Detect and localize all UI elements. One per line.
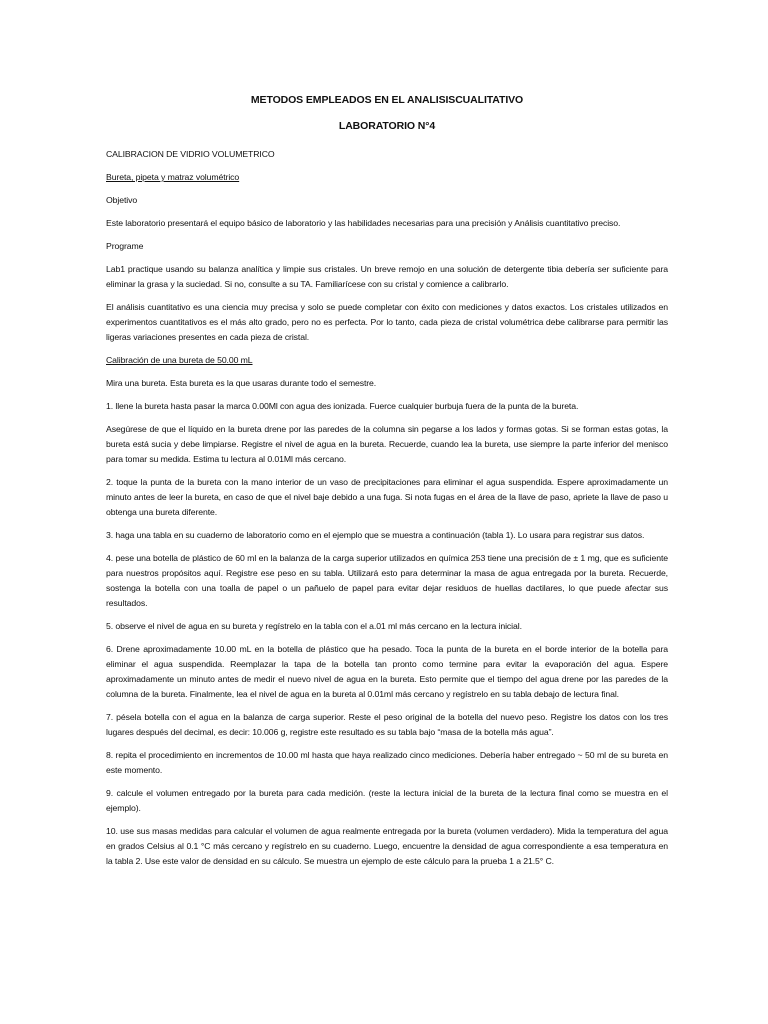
document-subtitle: LABORATORIO N°4: [338, 120, 436, 132]
step-1: 1. llene la bureta hasta pasar la marca 0.00Ml con agua des ionizada. Fuerce cualquier burbuja fuera de la punta de la bureta.: [106, 401, 579, 411]
subsection-heading: Bureta, pipeta y matraz volumétrico: [106, 172, 240, 182]
step-6: 6. Drene aproximadamente 10.00 mL en la botella de plástico que ha pesado. Toca la punta de la bureta en el borde interior de la botella para eliminar el agua suspendida. Reemplazar la tapa de la botella tan pronto como termine para evitar la evaporación del agua. Espere aproximadamente un minuto antes de medir el nuevo nivel de agua en la bureta. Esto permite que el tiempo del agua drene por las paredes de la columna de la bureta. Finalmente, lea el nivel de agua en la bureta al 0.01ml más cercano y regístrelo en su tabla debajo de lectura final.: [106, 644, 668, 699]
section-heading: CALIBRACION DE VIDRIO VOLUMETRICO: [106, 149, 275, 159]
program-heading: Programe: [106, 241, 144, 251]
calibration-heading: Calibración de una bureta de 50.00 mL: [106, 355, 253, 365]
step-2: 2. toque la punta de la bureta con la mano interior de un vaso de precipitaciones para eliminar el agua suspendida. Espere aproximadamente un minuto antes de leer la bureta, en caso de que el nivel baje debido a una fuga. Si nota fugas en el área de la llave de paso, apriete la llave de paso u obtenga una bureta diferente.: [106, 477, 668, 517]
step-3: 3. haga una tabla en su cuaderno de laboratorio como en el ejemplo que se muestra a continuación (tabla 1). Lo usara para registrar sus datos.: [106, 530, 645, 540]
step-5: 5. observe el nivel de agua en su bureta y regístrelo en la tabla con el a.01 ml más cercano en la lectura inicial.: [106, 621, 522, 631]
note-1: Asegúrese de que el líquido en la bureta drene por las paredes de la columna sin pegarse a los lados y formas gotas. Si se forman estas gotas, la bureta está sucia y debe limpiarse. Registre el nivel de agua en la bureta. Recuerde, cuando lea la bureta, use siempre la parte inferior del menisco para tomar su medida. Estima tu lectura al 0.01Ml más cercano.: [106, 424, 668, 464]
step-8: 8. repita el procedimiento en incrementos de 10.00 ml hasta que haya realizado cinco mediciones. Debería haber entregado ~ 50 ml de su bureta en este momento.: [106, 750, 668, 775]
objective-heading: Objetivo: [106, 195, 138, 205]
step-10: 10. use sus masas medidas para calcular el volumen de agua realmente entregada por la bureta (volumen verdadero). Mida la temperatura del agua en grados Celsius al 0.1 °C más cercano y regístrelo en su cuaderno. Luego, encuentre la densidad de agua correspondiente a esa temperatura en la tabla 2. Use este valor de densidad en su cálculo. Se muestra un ejemplo de este cálculo para la prueba 1 a 21.5° C.: [106, 826, 668, 866]
document-title: METODOS EMPLEADOS EN EL ANALISISCUALITATIVO: [250, 94, 524, 106]
step-9: 9. calcule el volumen entregado por la bureta para cada medición. (reste la lectura inicial de la bureta de la lectura final como se muestra en el ejemplo).: [106, 788, 668, 813]
step-4: 4. pese una botella de plástico de 60 ml en la balanza de la carga superior utilizados en química 253 tiene una precisión de ± 1 mg, que es suficiente para nuestros propósitos aquí. Registre ese peso en su tabla. Utilizará esto para determinar la masa de agua entregada por la bureta. Recuerde, sostenga la botella con una toalla de papel o un pañuelo de papel para evitar dejar residuos de huellas dactilares, lo que puede afectar sus resultados.: [106, 553, 668, 608]
analysis-paragraph: El análisis cuantitativo es una ciencia muy precisa y solo se puede completar con éxito con mediciones y datos exactos. Los cristales utilizados en experimentos cuantitativos es el más alto grado, pero no es perfecta. Por lo tanto, cada pieza de cristal volumétrica debe calibrarse para permitir las ligeras variaciones presentes en cada pieza de cristal.: [106, 302, 668, 342]
step-7: 7. pésela botella con el agua en la balanza de carga superior. Reste el peso original de la botella del nuevo peso. Registre los datos con los tres lugares después del decimal, es decir: 10.006 g, registre este resultado es su tabla bajo “masa de la botella más agua”.: [106, 712, 668, 737]
objective-paragraph: Este laboratorio presentará el equipo básico de laboratorio y las habilidades necesarias para una precisión y Análisis cuantitativo preciso.: [106, 218, 621, 228]
program-paragraph: Lab1 practique usando su balanza analítica y limpie sus cristales. Un breve remojo en una solución de detergente tibia debería ser suficiente para eliminar la grasa y la suciedad. Si no, consulte a su TA. Familiarícese con su cristal y comience a calibrarlo.: [106, 264, 668, 289]
intro-step: Mira una bureta. Esta bureta es la que usaras durante todo el semestre.: [106, 378, 377, 388]
